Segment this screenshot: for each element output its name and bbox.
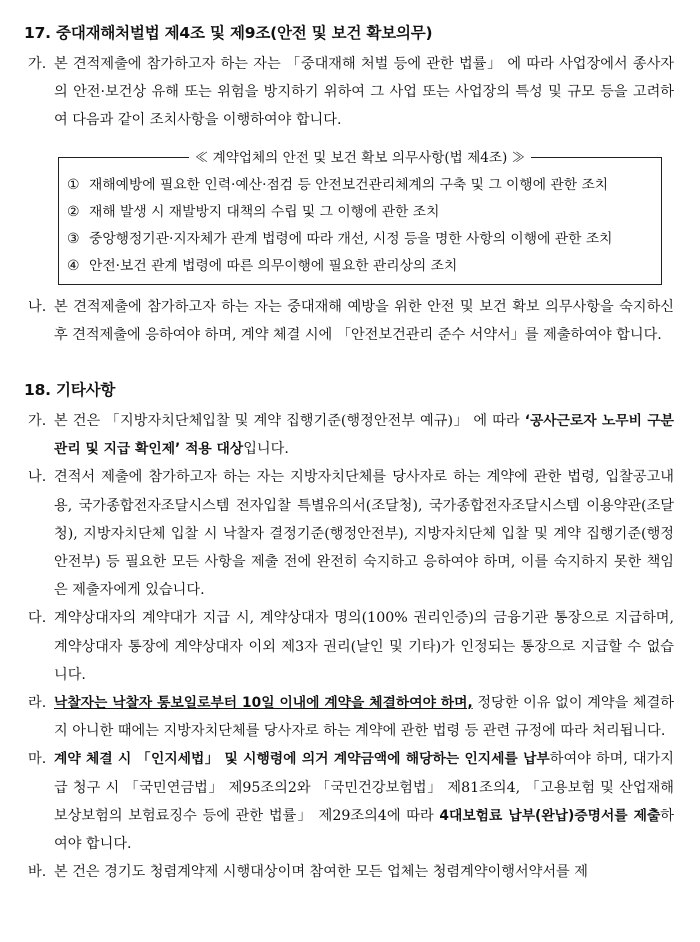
box-item-text: 재해예방에 필요한 인력·예산·점검 등 안전보건관리체계의 구축 및 그 이행에 관한 조치 [89,176,609,193]
section-18-item-ra [24,689,674,745]
item-text: 정당한 이유 없이 계약을 체결하지 아니한 때에는 지방자치단체를 당사자로 하는 계약에 관한 법령 등 관련 규정에 따라 처리됩니다. [54,695,675,740]
box-title [99,146,621,166]
section-18-item-ba [24,858,674,886]
box-item-text: 중앙행정기관·지자체가 관계 법령에 따라 개선, 시정 등을 명한 사항의 이행에 관한 조치 [89,230,613,247]
item-text: 견적서 제출에 참가하고자 하는 자는 지방자치단체를 당사자로 하는 계약에 관한 법령, 입찰공고내용, 국가종합전자조달시스템 전자입찰 특별유의서(조달청), 국가종합전자조달시스템 이용약관(조달청), 지방자치단체 입찰 시 낙찰자 결정기준(행정안전부), 지방자치단체 입찰 및 계약 집행기준(행정안전부) 등 필요한 모든 사항을 제출 전에 완전히 숙지하고 응하여야 하며, 이를 숙지하지 못한 책임은 제출자에게 있습니다. [54,469,674,599]
item-marker: 나. [28,298,47,315]
box-item-text: 재해 발생 시 재발방지 대책의 수립 및 그 이행에 관한 조치 [89,203,440,220]
item-marker: 나. [28,469,47,486]
box-item-number: ③ [67,230,80,247]
item-marker: 마. [28,751,47,768]
item-text-emphasis: 낙찰자는 낙찰자 통보일로부터 10일 이내에 계약을 체결하여야 하며, [54,695,473,712]
box-item-1 [67,172,653,199]
item-marker: 다. [28,610,47,627]
item-text-emphasis: 4대보험료 납부(완납)증명서를 제출 [439,807,661,824]
item-marker: 라. [28,695,47,712]
box-item-number: ② [67,203,80,220]
section-18-item-ma [24,745,674,858]
item-text-emphasis: ‘공사근로자 노무비 구분관리 및 지급 확인제’ 적용 대상 [54,413,674,458]
item-marker: 바. [28,864,47,881]
item-marker: 가. [28,56,47,72]
safety-obligations-box [58,149,662,285]
item-text: 본 견적제출에 참가하고자 하는 자는 「중대재해 처벌 등에 관한 법률」 에 따라 사업장에서 종사자의 안전·보건상 유해 또는 위험을 방지하기 위하여 그 사업 또는 사업장의 특성 및 규모 등을 고려하여 다음과 같이 조치사항을 이행하여야 합니다. [54,56,674,129]
box-item-4 [67,253,653,280]
box-item-3 [67,226,653,253]
item-text: 본 건은 경기도 청렴계약제 시행대상이며 참여한 모든 업체는 청렴계약이행서약서를 제 [54,864,588,881]
item-text: 하여야 합니다. [54,807,675,853]
section-17-item-ga [24,50,674,135]
box-item-text: 안전·보건 관계 법령에 따른 의무이행에 필요한 관리상의 조치 [89,257,458,274]
item-text: 계약상대자의 계약대가 지급 시, 계약상대자 명의(100% 권리인증)의 금융기관 통장으로 지급하며, 계약상대자 통장에 계약상대자 이외 제3자 권리(날인 및 기타)가 인정되는 통장으로 지급할 수 없습니다. [54,610,674,683]
box-item-number: ④ [67,257,80,274]
box-title-text: ≪ 계약업체의 안전 및 보건 확보 의무사항(법 제4조) ≫ [189,150,532,166]
section-18-heading: 18. 기타사항 [24,381,116,400]
section-17-item-na [24,293,674,349]
box-item-2 [67,199,653,226]
section-18-item-ga [24,407,674,463]
item-marker: 가. [28,413,47,430]
item-text-emphasis: 계약 체결 시 「인지세법」 및 시행령에 의거 계약금액에 해당하는 인지세를 납부 [54,751,550,768]
item-text: 본 견적제출에 참가하고자 하는 자는 중대재해 예방을 위한 안전 및 보건 확보 의무사항을 숙지하신 후 견적제출에 응하여야 하며, 계약 체결 시에 「안전보건관리 준수 서약서」를 제출하여야 합니다. [54,298,674,343]
section-17-heading: 17. 중대재해처벌법 제4조 및 제9조(안전 및 보건 확보의무) [24,24,433,42]
section-18-item-da [24,604,674,689]
section-18-item-na [24,463,674,604]
box-item-number: ① [67,176,80,193]
item-text: 하여야 하며, 대가지급 청구 시 「국민연금법」 제95조의2와 「국민건강보험법」 제81조의4, 「고용보험 및 산업재해보상보험의 보험료징수 등에 관한 법률」 제29조의4에 따라 [54,751,674,824]
item-text: 본 건은 「지방자치단체입찰 및 계약 집행기준(행정안전부 예규)」 에 따라 [54,413,525,430]
item-text: 입니다. [243,441,289,458]
